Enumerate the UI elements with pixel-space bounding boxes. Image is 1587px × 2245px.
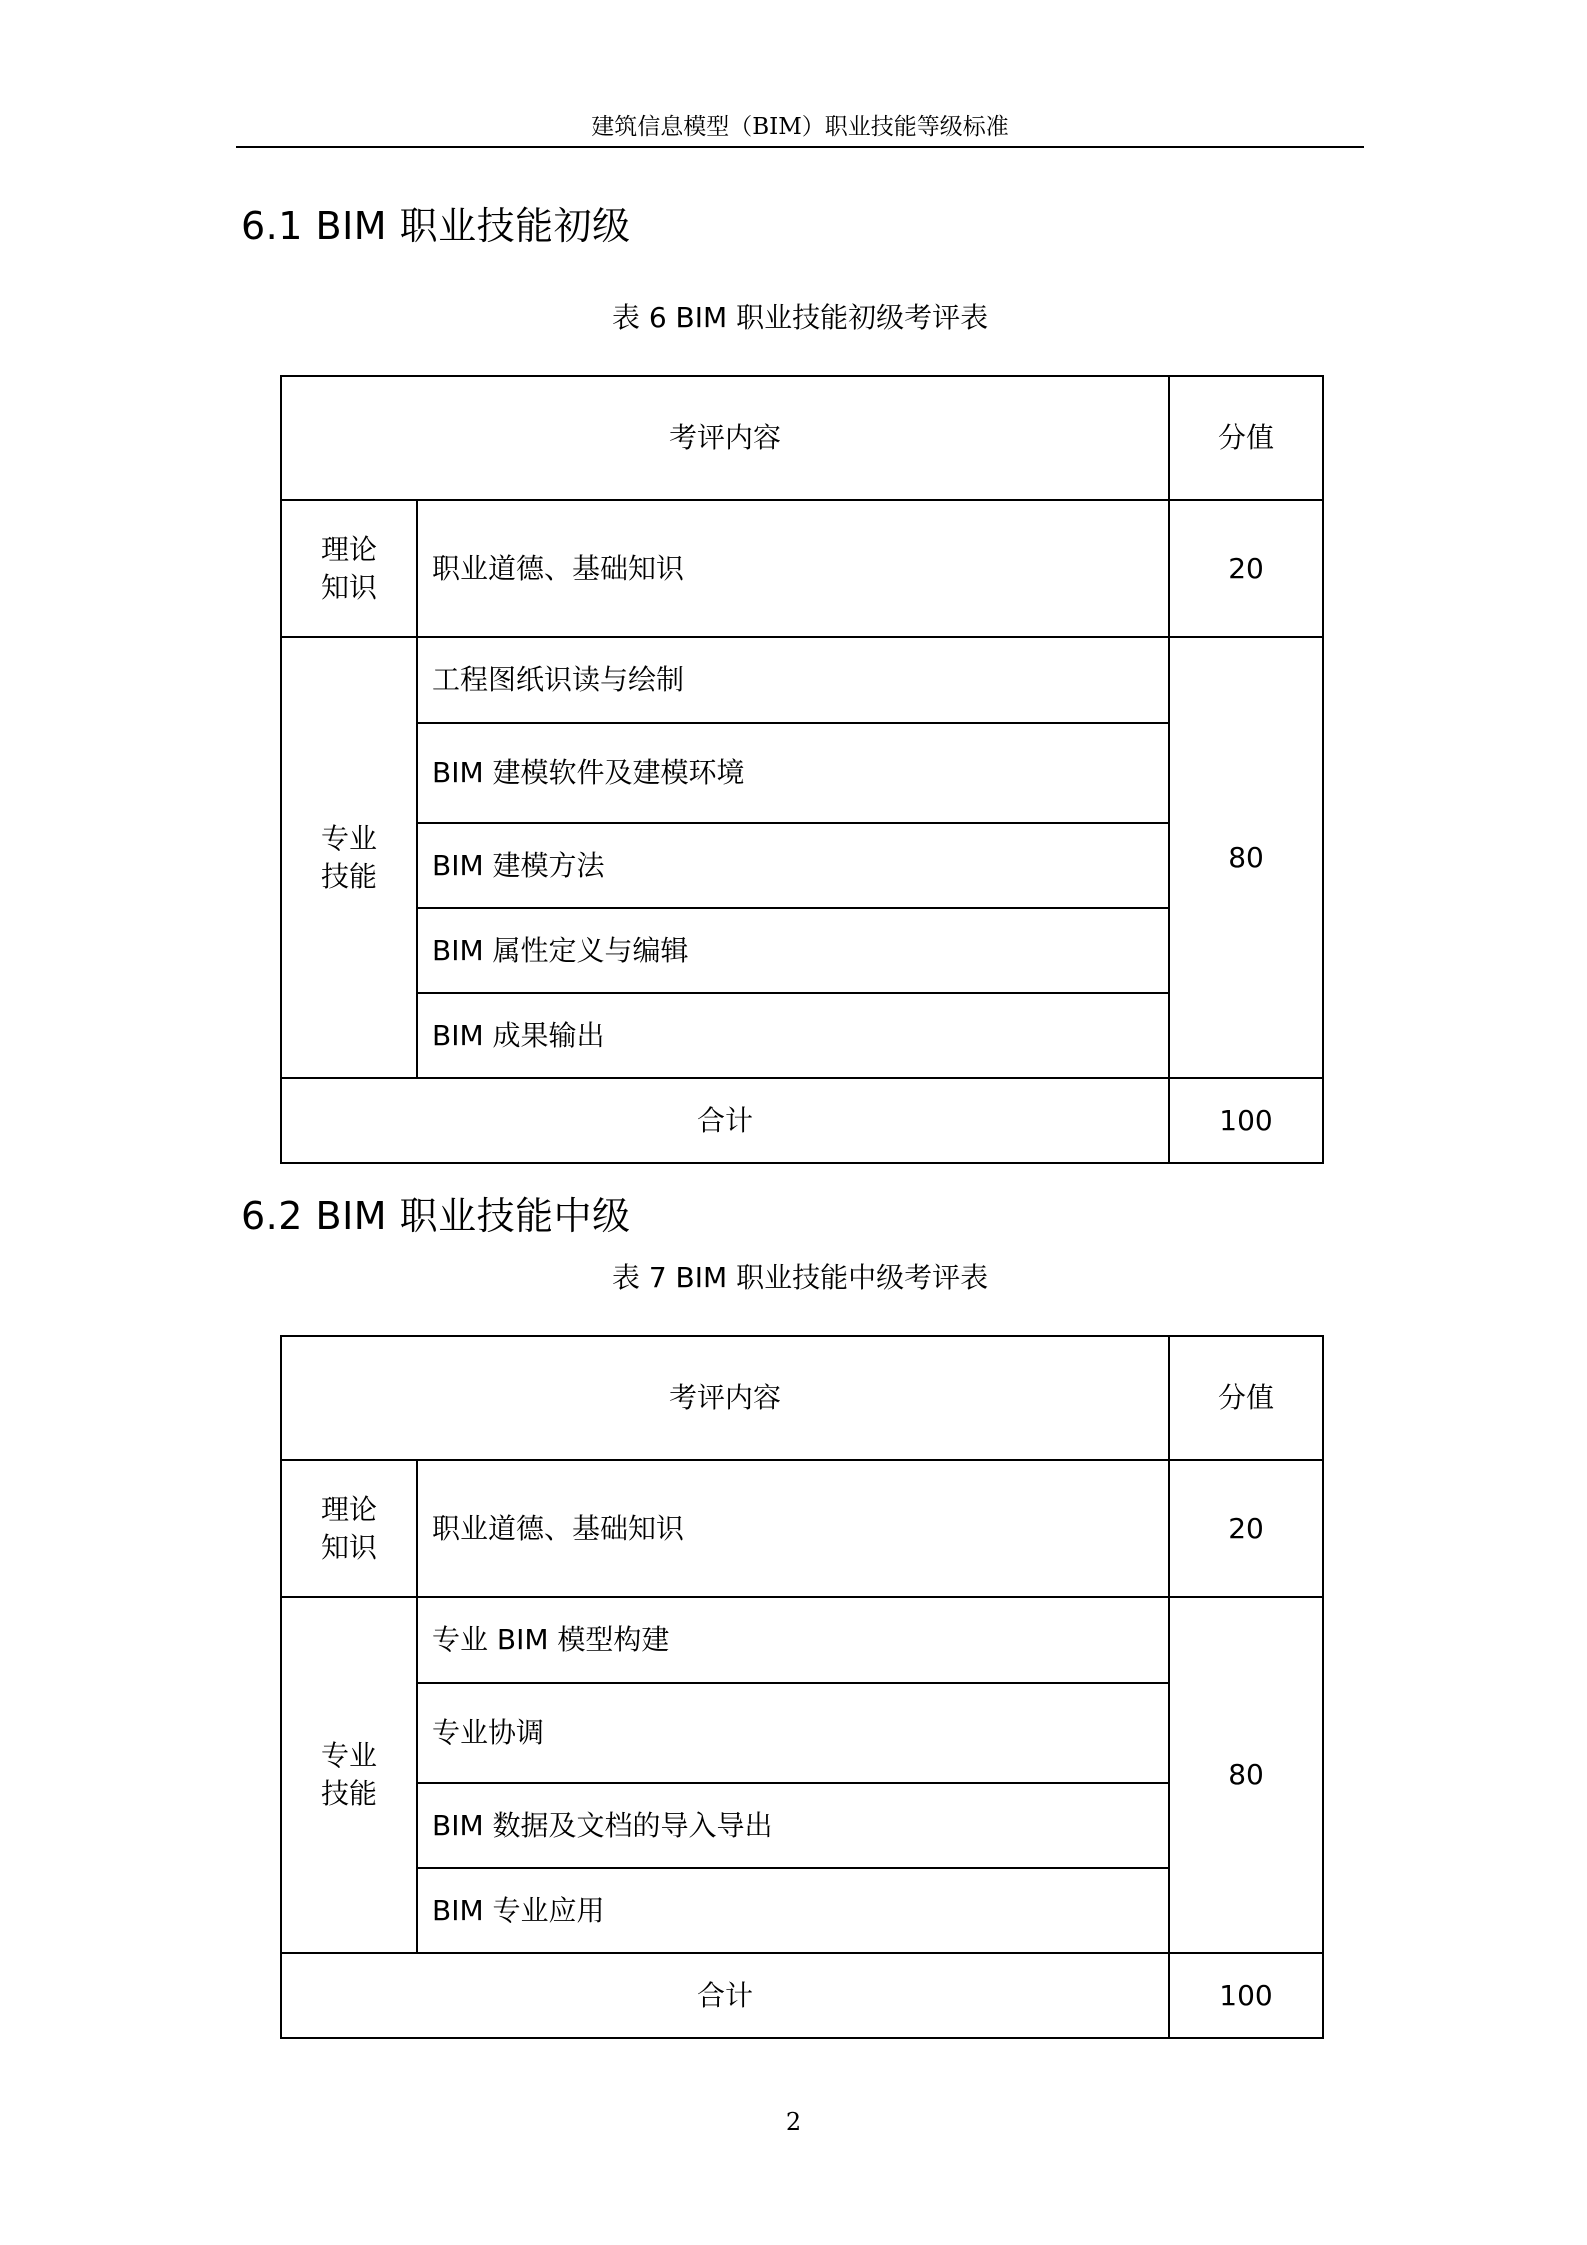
table-caption-6: 表 6 BIM 职业技能初级考评表 (611, 301, 989, 334)
skill-row (281, 908, 1323, 993)
category-theory-line1: 理论 (320, 532, 377, 566)
header-content-cell: 考评内容 (281, 1336, 1169, 1460)
skill-row (281, 993, 1323, 1078)
theory-item: 职业道德、基础知识 (417, 500, 1169, 637)
total-score: 100 (1169, 1078, 1323, 1163)
skill-item: BIM 专业应用 (417, 1868, 1169, 1953)
page-number: 2 (785, 2108, 802, 2136)
skill-row (281, 637, 1323, 723)
table-header-row (281, 1336, 1323, 1460)
skill-item: 工程图纸识读与绘制 (417, 637, 1169, 723)
total-score: 100 (1169, 1953, 1323, 2038)
theory-item: 职业道德、基础知识 (417, 1460, 1169, 1597)
total-row (281, 1078, 1323, 1163)
skill-item: BIM 属性定义与编辑 (417, 908, 1169, 993)
skill-item: BIM 数据及文档的导入导出 (417, 1783, 1169, 1868)
skill-row (281, 823, 1323, 908)
total-label: 合计 (281, 1078, 1169, 1163)
category-theory-line2: 知识 (320, 570, 377, 604)
skill-item: 专业协调 (417, 1683, 1169, 1783)
skill-item: BIM 成果输出 (417, 993, 1169, 1078)
section-title-6-2: 6.2 BIM 职业技能中级 (241, 1194, 631, 1238)
skill-row (281, 1683, 1323, 1783)
category-skills-line1: 专业 (320, 821, 377, 855)
category-skills-line2: 技能 (320, 859, 377, 893)
total-label: 合计 (281, 1953, 1169, 2038)
skills-score: 80 (1169, 637, 1323, 1078)
header-score-cell: 分值 (1169, 376, 1323, 500)
skill-row (281, 723, 1323, 823)
section-title-6-1: 6.1 BIM 职业技能初级 (241, 204, 631, 248)
category-skills-line2: 技能 (320, 1777, 377, 1810)
skill-row (281, 1597, 1323, 1683)
theory-row (281, 500, 1323, 637)
table-caption-7: 表 7 BIM 职业技能中级考评表 (611, 1261, 989, 1294)
table-6-junior-evaluation (280, 375, 1324, 1164)
category-skills (281, 1597, 417, 1953)
theory-row (281, 1460, 1323, 1597)
category-skills-line1: 专业 (320, 1739, 377, 1772)
header-content-cell: 考评内容 (281, 376, 1169, 500)
header-score-cell: 分值 (1169, 1336, 1323, 1460)
table-7-intermediate-evaluation (280, 1335, 1324, 2039)
theory-score: 20 (1169, 1460, 1323, 1597)
page-header: 建筑信息模型（BIM）职业技能等级标准 (236, 108, 1364, 148)
category-theory-line1: 理论 (320, 1492, 377, 1526)
total-row (281, 1953, 1323, 2038)
skill-row (281, 1868, 1323, 1953)
skill-row (281, 1783, 1323, 1868)
skill-item: 专业 BIM 模型构建 (417, 1597, 1169, 1683)
category-skills (281, 637, 417, 1078)
skill-item: BIM 建模方法 (417, 823, 1169, 908)
skill-item: BIM 建模软件及建模环境 (417, 723, 1169, 823)
theory-score: 20 (1169, 500, 1323, 637)
table-header-row (281, 376, 1323, 500)
skills-score: 80 (1169, 1597, 1323, 1953)
category-theory (281, 1460, 417, 1597)
category-theory-line2: 知识 (320, 1530, 377, 1564)
category-theory (281, 500, 417, 637)
